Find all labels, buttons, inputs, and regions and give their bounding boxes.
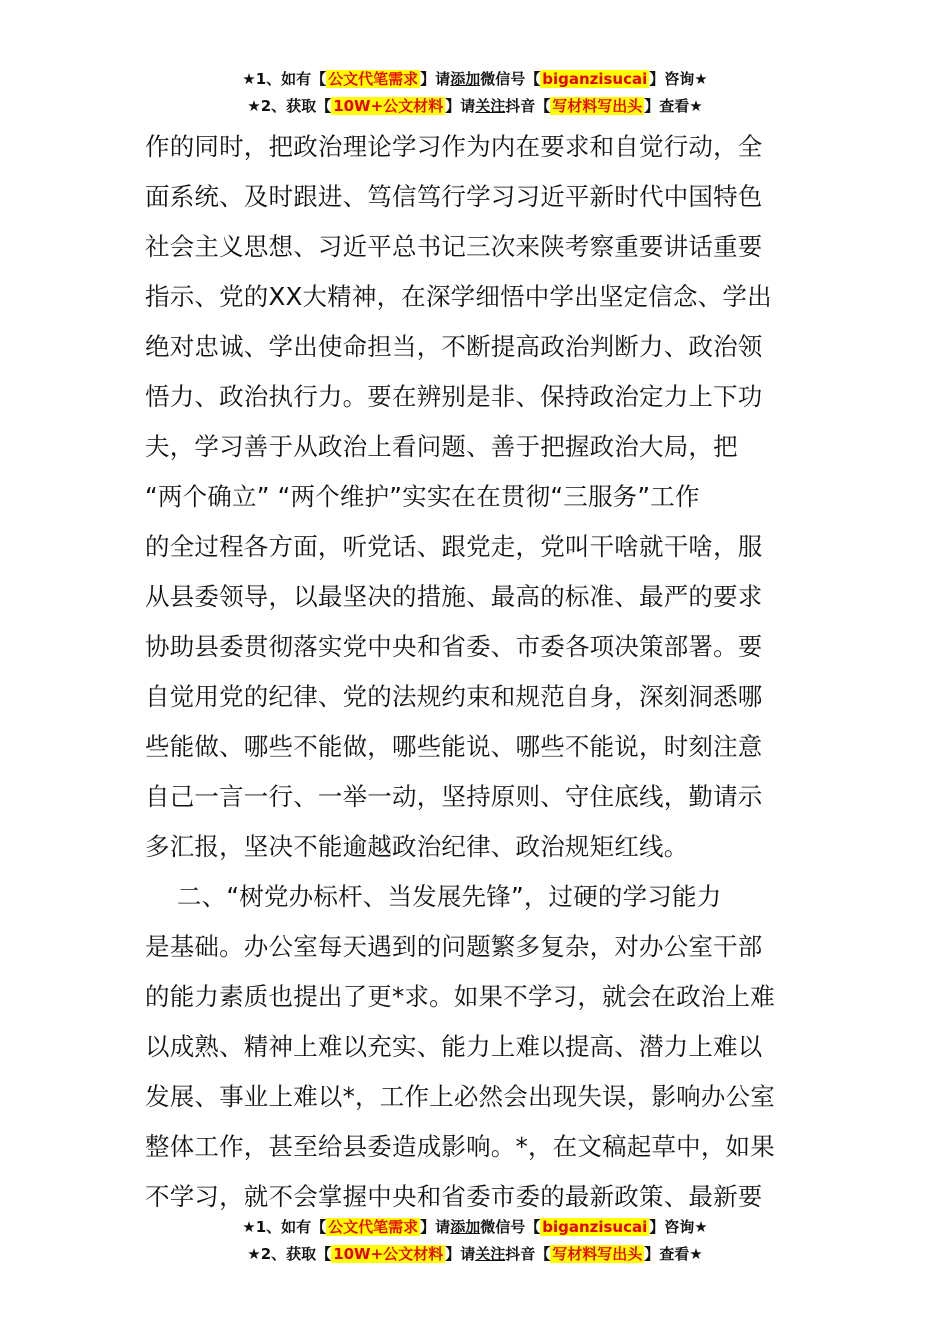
banner-text: 】请 bbox=[445, 97, 476, 115]
body-line: 不学习，就不会掌握中央和省委市委的最新政策、最新要 bbox=[145, 1182, 763, 1211]
banner-text: ★2、获取【 bbox=[247, 97, 332, 115]
body-line: 是基础。办公室每天遇到的问题繁多复杂，对办公室干部 bbox=[145, 932, 763, 961]
body-line: 社会主义思想、习近平总书记三次来陕考察重要讲话重要 bbox=[145, 232, 763, 261]
banner-line-2 bbox=[0, 1241, 950, 1268]
wechat-id-highlight: biganzisucai bbox=[542, 70, 648, 88]
body-line: 作的同时，把政治理论学习作为内在要求和自觉行动，全 bbox=[145, 132, 763, 161]
document-body bbox=[145, 122, 813, 1222]
douyin-id-highlight: 写材料写出头 bbox=[552, 1245, 643, 1263]
body-line: 自己一言一行、一举一动，坚持原则、守住底线，勤请示 bbox=[145, 782, 763, 811]
banner-text: ★1、如有【 bbox=[242, 1218, 327, 1236]
body-line: 悟力、政治执行力。要在辨别是非、保持政治定力上下功 bbox=[145, 382, 763, 411]
body-line: 的能力素质也提出了更*求。如果不学习，就会在政治上难 bbox=[145, 982, 775, 1011]
banner-text: 】查看★ bbox=[644, 1245, 703, 1263]
banner-text: ★1、如有【 bbox=[242, 70, 327, 88]
banner-text: 】请 bbox=[420, 1218, 451, 1236]
section-heading-line: 二、“树党办标杆、当发展先锋”，过硬的学习能力 bbox=[145, 882, 722, 911]
banner-text: 】查看★ bbox=[644, 97, 703, 115]
body-line: 指示、党的XX大精神，在深学细悟中学出坚定信念、学出 bbox=[145, 282, 772, 311]
banner-text: 抖音【 bbox=[505, 97, 551, 115]
highlight-label: 公文代笔需求 bbox=[328, 1218, 419, 1236]
banner-text: ★2、获取【 bbox=[247, 1245, 332, 1263]
underlined-text: 添加 bbox=[450, 1218, 481, 1236]
body-line: 面系统、及时跟进、笃信笃行学习习近平新时代中国特色 bbox=[145, 182, 763, 211]
body-line: 的全过程各方面，听党话、跟党走，党叫干啥就干啥，服 bbox=[145, 532, 763, 561]
highlight-label: 10W+公文材料 bbox=[333, 1245, 444, 1263]
banner-text: 】咨询★ bbox=[649, 1218, 708, 1236]
banner-line-1 bbox=[0, 1214, 950, 1241]
body-line: 自觉用党的纪律、党的法规约束和规范自身，深刻洞悉哪 bbox=[145, 682, 763, 711]
body-line: 多汇报，坚决不能逾越政治纪律、政治规矩红线。 bbox=[145, 832, 689, 861]
footer-banner bbox=[0, 1214, 950, 1268]
banner-text: 】咨询★ bbox=[649, 70, 708, 88]
underlined-text: 添加 bbox=[450, 70, 481, 88]
body-line: 些能做、哪些不能做，哪些能说、哪些不能说，时刻注意 bbox=[145, 732, 763, 761]
body-line: 从县委领导，以最坚决的措施、最高的标准、最严的要求 bbox=[145, 582, 763, 611]
banner-text: 】请 bbox=[420, 70, 451, 88]
banner-text: 微信号【 bbox=[480, 1218, 541, 1236]
douyin-id-highlight: 写材料写出头 bbox=[552, 97, 643, 115]
banner-text: 】请 bbox=[445, 1245, 476, 1263]
underlined-text: 关注 bbox=[475, 1245, 506, 1263]
banner-text: 微信号【 bbox=[480, 70, 541, 88]
banner-text: 抖音【 bbox=[505, 1245, 551, 1263]
header-banner bbox=[0, 66, 950, 120]
body-line: 以成熟、精神上难以充实、能力上难以提高、潜力上难以 bbox=[145, 1032, 763, 1061]
body-line: 整体工作，甚至给县委造成影响。*，在文稿起草中，如果 bbox=[145, 1132, 775, 1161]
underlined-text: 关注 bbox=[475, 97, 506, 115]
wechat-id-highlight: biganzisucai bbox=[542, 1218, 648, 1236]
banner-line-1 bbox=[0, 66, 950, 93]
highlight-label: 公文代笔需求 bbox=[328, 70, 419, 88]
body-line: 协助县委贯彻落实党中央和省委、市委各项决策部署。要 bbox=[145, 632, 763, 661]
body-line: 夫，学习善于从政治上看问题、善于把握政治大局，把 bbox=[145, 432, 738, 461]
body-line: 发展、事业上难以*，工作上必然会出现失误，影响办公室 bbox=[145, 1082, 775, 1111]
body-line: “两个确立” “两个维护”实实在在贯彻“三服务”工作 bbox=[145, 482, 700, 511]
body-line: 绝对忠诚、学出使命担当，不断提高政治判断力、政治领 bbox=[145, 332, 763, 361]
highlight-label: 10W+公文材料 bbox=[333, 97, 444, 115]
banner-line-2 bbox=[0, 93, 950, 120]
